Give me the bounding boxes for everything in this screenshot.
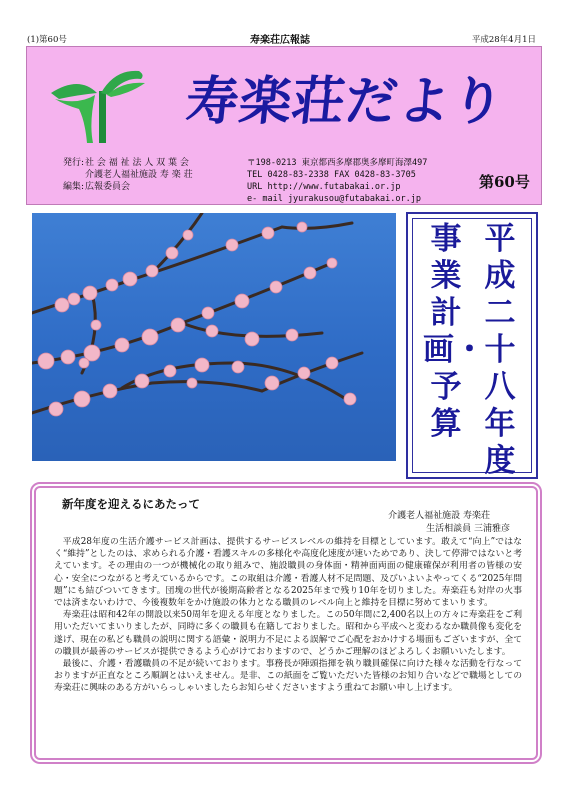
article-box [30, 482, 542, 764]
postal-address: 〒198-0213 東京都西多摩郡奥多摩町海澤497 [247, 158, 428, 168]
facility-label [63, 169, 85, 181]
issue-number: 第60号 [479, 173, 530, 191]
facility-name: 介護老人福祉施設 寿 楽 荘 [85, 170, 193, 180]
article-paragraph: 平成28年度の生活介護サービス計画は、提供するサービスレベルの維持を目標としています。敢えて“向上”ではなく“維持”としたのは、求められる介護・看護スキルの多様化や高度化速度が速いためであり、決して停滞ではないと考えています。その理由の一つが機械化の取り組みで、施設職員の身体面・精神面両面の健康確保が利用者の皆様の安心・安全につながると考えているからです。この取組は介護・看護人材不足問題、及びいよいよやってくる“2025年問題”にも結びついてきます。団塊の世代が後期高齢者となる2025年まで残り10年を切りました。寿楽荘も対岸の火事では済まないわけで、今後複数年をかけ施設の体力となる職員のレベル向上と維持を目標に努めてまいります。 [54, 537, 522, 609]
plan-budget-heading: 事業計画・予算 [423, 221, 485, 442]
vertical-title-box [406, 212, 538, 479]
masthead [26, 46, 542, 205]
cherry-blossom-illustration [32, 213, 396, 461]
fiscal-year-heading: 平成二十八年度 [484, 221, 516, 479]
article-author-facility: 介護老人福祉施設 寿楽荘 [388, 511, 490, 521]
email-address[interactable]: e- mail jyurakusou@futabakai.or.jp [247, 194, 421, 204]
article-author-name: 生活相談員 三浦雅彦 [426, 524, 510, 534]
editor-label: 編集: [63, 182, 85, 192]
page-number: (1)第60号 [27, 35, 67, 45]
phone-fax: TEL 0428-83-2338 FAX 0428-83-3705 [247, 170, 416, 180]
publisher-block [63, 157, 193, 193]
leaf-logo-icon [49, 65, 149, 145]
article-title: 新年度を迎えるにあたって [62, 497, 200, 511]
publisher-label: 発行: [63, 158, 85, 168]
contact-block [247, 157, 427, 205]
editor-name: 広報委員会 [85, 182, 131, 192]
vertical-title-frame [412, 218, 532, 479]
newsletter-name: 寿楽荘広報誌 [250, 35, 310, 46]
website-url[interactable]: URL http://www.futabakai.or.jp [247, 182, 401, 192]
publisher-name: 社 会 福 祉 法 人 双 葉 会 [85, 158, 189, 168]
cherry-blossom-photo [32, 213, 396, 461]
article-body [54, 536, 522, 695]
article-paragraph: 最後に、介護・看護職員の不足が続いております。事務長が陣頭指揮を執り職員確保に向けた様々な活動を行なっておりますが正直なところ順調とはいえません。是非、この紙面をご覧いただいた皆様のお知り合いなどで職場としての寿楽荘に興味のある方がいらっしゃいましたらお知らせくださいますよう重ねてお願い申し上げます。 [54, 659, 523, 694]
masthead-title: 寿楽荘だより [183, 71, 508, 132]
article-paragraph: 寿楽荘は昭和42年の開設以来50周年を迎える年度となりました。この50年間に2,400名以上の方々に寿楽荘をご利用いただいてまいりましたが、同時に多くの職員も在籍しておりました。昭和から平成へと変わるなか職員像も変化を遂げ、現在の私ども職員の説明に関する語彙・説明力不足による誤解でご心配をおかけする場面もございますが、全ての職員が最善のサービスが提供できるよう心がけておりますので、どうかご理解のほどよろしくお願いいたします。 [54, 610, 522, 657]
issue-date: 平成28年4月1日 [471, 35, 536, 45]
